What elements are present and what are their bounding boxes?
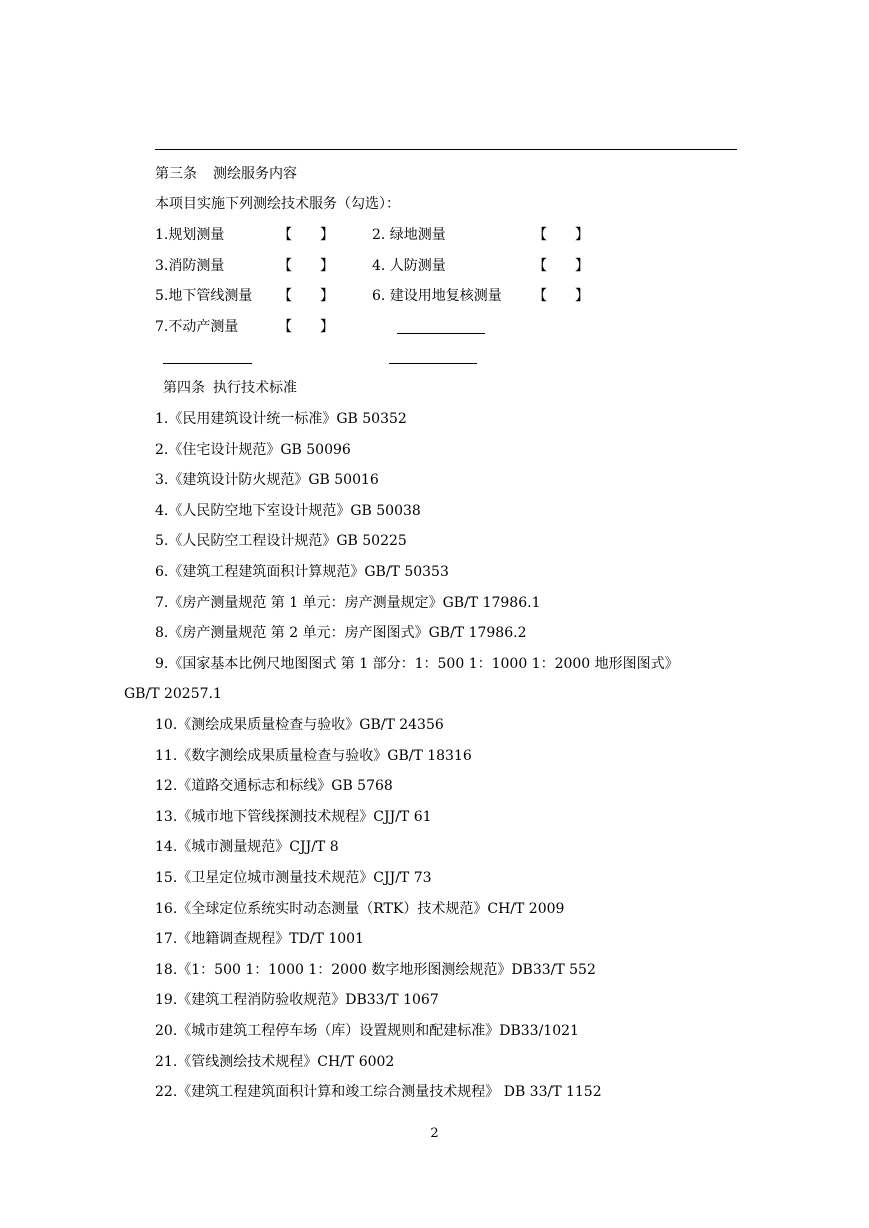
standard-item: 7.《房产测量规范 第 1 单元：房产测量规定》GB/T 17986.1 [155, 595, 541, 611]
option-label: 6. 建设用地复核测量 [372, 288, 502, 304]
standard-item: 16.《全球定位系统实时动态测量（RTK）技术规范》CH/T 2009 [155, 901, 565, 917]
option-label: 5.地下管线测量 [155, 288, 253, 304]
option-label: 7.不动产测量 [155, 319, 239, 335]
fill-in-blank[interactable] [389, 363, 477, 364]
header-rule [155, 149, 737, 150]
option-checkbox[interactable]: 【 】 [278, 319, 334, 335]
standard-item: 22.《建筑工程建筑面积计算和竣工综合测量技术规程》 DB 33/T 1152 [155, 1084, 602, 1100]
standard-item: 10.《测绘成果质量检查与验收》GB/T 24356 [155, 717, 444, 733]
standard-item: 14.《城市测量规范》CJJ/T 8 [155, 839, 339, 855]
standard-item: 17.《地籍调查规程》TD/T 1001 [155, 931, 364, 947]
article4-subtitle: 执行技术标准 [213, 380, 297, 396]
fill-in-blank[interactable] [163, 363, 252, 364]
option-checkbox[interactable]: 【 】 [278, 288, 334, 304]
option-label: 3.消防测量 [155, 258, 225, 274]
option-label: 1.规划测量 [155, 227, 225, 243]
option-checkbox[interactable]: 【 】 [533, 227, 589, 243]
standard-item-continuation: GB/T 20257.1 [124, 686, 222, 702]
standard-item: 2.《住宅设计规范》GB 50096 [155, 442, 351, 458]
article4-heading [163, 378, 297, 398]
standard-item: 11.《数字测绘成果质量检查与验收》GB/T 18316 [155, 748, 472, 764]
standard-item: 9.《国家基本比例尺地图图式 第 1 部分：1：500 1：1000 1：2000 地形图图式》 [155, 656, 679, 672]
standard-item: 5.《人民防空工程设计规范》GB 50225 [155, 533, 407, 549]
option-checkbox[interactable]: 【 】 [533, 258, 589, 274]
fill-in-blank[interactable] [397, 333, 485, 334]
standard-item: 1.《民用建筑设计统一标准》GB 50352 [155, 411, 407, 427]
page-number: 2 [430, 1126, 439, 1141]
option-checkbox[interactable]: 【 】 [533, 288, 589, 304]
standard-item: 18.《1：500 1：1000 1：2000 数字地形图测绘规范》DB33/T 552 [155, 962, 596, 978]
standard-item: 13.《城市地下管线探测技术规程》CJJ/T 61 [155, 809, 432, 825]
standard-item: 19.《建筑工程消防验收规范》DB33/T 1067 [155, 992, 439, 1008]
article4-title: 第四条 [163, 380, 205, 396]
standard-item: 15.《卫星定位城市测量技术规范》CJJ/T 73 [155, 870, 432, 886]
standard-item: 21.《管线测绘技术规程》CH/T 6002 [155, 1054, 395, 1070]
option-label: 4. 人防测量 [372, 258, 446, 274]
standard-item: 8.《房产测量规范 第 2 单元：房产图图式》GB/T 17986.2 [155, 625, 527, 641]
article3-intro: 本项目实施下列测绘技术服务（勾选）： [155, 196, 400, 212]
standard-item: 6.《建筑工程建筑面积计算规范》GB/T 50353 [155, 564, 449, 580]
article3-title: 第三条 [155, 166, 197, 182]
standard-item: 20.《城市建筑工程停车场（库）设置规则和配建标准》DB33/1021 [155, 1023, 579, 1039]
standard-item: 3.《建筑设计防火规范》GB 50016 [155, 472, 379, 488]
standard-item: 4.《人民防空地下室设计规范》GB 50038 [155, 503, 421, 519]
article3-heading [155, 164, 297, 184]
standard-item: 12.《道路交通标志和标线》GB 5768 [155, 778, 393, 794]
option-label: 2. 绿地测量 [372, 227, 446, 243]
option-checkbox[interactable]: 【 】 [278, 227, 334, 243]
article3-subtitle: 测绘服务内容 [213, 166, 297, 182]
option-checkbox[interactable]: 【 】 [278, 258, 334, 274]
